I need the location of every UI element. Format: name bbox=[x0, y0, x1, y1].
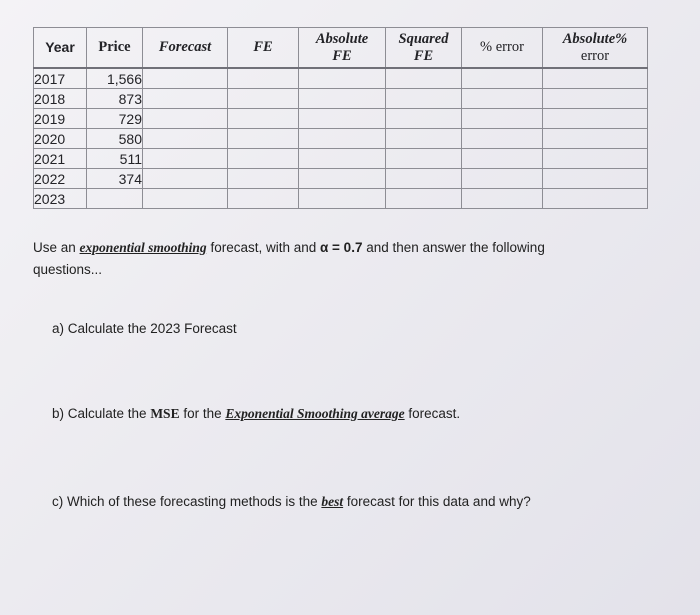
header-forecast: Forecast bbox=[143, 28, 228, 69]
sq-fe-cell[interactable] bbox=[386, 169, 462, 189]
table-row bbox=[34, 189, 648, 209]
abs-fe-cell[interactable] bbox=[299, 149, 386, 169]
header-percent-error: % error bbox=[462, 28, 543, 69]
question-b-prefix: b) Calculate the bbox=[52, 406, 151, 421]
question-b-mid: for the bbox=[179, 406, 226, 421]
table-header-row bbox=[34, 28, 648, 69]
pct-error-cell[interactable] bbox=[462, 68, 543, 89]
price-cell: 873 bbox=[87, 89, 143, 109]
abs-fe-cell[interactable] bbox=[299, 129, 386, 149]
price-cell: 511 bbox=[87, 149, 143, 169]
forecast-cell[interactable] bbox=[143, 189, 228, 209]
abs-pct-error-cell[interactable] bbox=[543, 129, 648, 149]
question-c bbox=[52, 494, 531, 510]
header-year: Year bbox=[34, 28, 87, 69]
year-cell: 2021 bbox=[34, 149, 87, 169]
abs-pct-error-cell[interactable] bbox=[543, 109, 648, 129]
instructions-emphasis: exponential smoothing bbox=[79, 240, 207, 255]
fe-cell[interactable] bbox=[228, 169, 299, 189]
sq-fe-cell[interactable] bbox=[386, 149, 462, 169]
table-row bbox=[34, 149, 648, 169]
sq-fe-cell[interactable] bbox=[386, 68, 462, 89]
abs-fe-cell[interactable] bbox=[299, 109, 386, 129]
pct-error-cell[interactable] bbox=[462, 149, 543, 169]
instructions-line2: questions... bbox=[33, 262, 103, 277]
pct-error-cell[interactable] bbox=[462, 89, 543, 109]
forecast-table bbox=[33, 27, 648, 209]
header-price: Price bbox=[87, 28, 143, 69]
pct-error-cell[interactable] bbox=[462, 109, 543, 129]
fe-cell[interactable] bbox=[228, 189, 299, 209]
fe-cell[interactable] bbox=[228, 89, 299, 109]
forecast-cell[interactable] bbox=[143, 149, 228, 169]
question-b-suffix: forecast. bbox=[404, 406, 461, 421]
year-cell: 2022 bbox=[34, 169, 87, 189]
header-abs-pct-line1: Absolute% bbox=[562, 30, 628, 47]
abs-pct-error-cell[interactable] bbox=[543, 149, 648, 169]
header-absolute-fe bbox=[299, 28, 386, 69]
instructions-suffix: and then answer the following bbox=[362, 240, 545, 255]
table-row bbox=[34, 89, 648, 109]
instructions-prefix: Use an bbox=[33, 240, 80, 255]
forecast-cell[interactable] bbox=[143, 129, 228, 149]
fe-cell[interactable] bbox=[228, 109, 299, 129]
year-cell: 2018 bbox=[34, 89, 87, 109]
price-cell: 729 bbox=[87, 109, 143, 129]
alpha-value: α = 0.7 bbox=[320, 240, 363, 255]
header-abs-pct-line2: error bbox=[580, 47, 610, 64]
abs-pct-error-cell[interactable] bbox=[543, 68, 648, 89]
forecast-cell[interactable] bbox=[143, 89, 228, 109]
header-fe: FE bbox=[228, 28, 299, 69]
header-squared-fe-line1: Squared bbox=[398, 30, 449, 47]
instructions-middle: forecast, with and bbox=[206, 240, 320, 255]
question-c-emphasis: best bbox=[321, 494, 344, 509]
instructions-paragraph bbox=[33, 237, 633, 281]
table-row bbox=[34, 68, 648, 89]
price-cell: 580 bbox=[87, 129, 143, 149]
question-a bbox=[52, 321, 237, 336]
pct-error-cell[interactable] bbox=[462, 129, 543, 149]
question-c-suffix: forecast for this data and why? bbox=[343, 494, 531, 509]
sq-fe-cell[interactable] bbox=[386, 109, 462, 129]
abs-fe-cell[interactable] bbox=[299, 169, 386, 189]
question-b bbox=[52, 406, 460, 422]
forecast-cell[interactable] bbox=[143, 68, 228, 89]
table-row bbox=[34, 169, 648, 189]
question-c-prefix: c) Which of these forecasting methods is the bbox=[52, 494, 322, 509]
price-cell: 1,566 bbox=[87, 68, 143, 89]
sq-fe-cell[interactable] bbox=[386, 189, 462, 209]
year-cell: 2023 bbox=[34, 189, 87, 209]
year-cell: 2017 bbox=[34, 68, 87, 89]
table-row bbox=[34, 129, 648, 149]
forecast-cell[interactable] bbox=[143, 109, 228, 129]
forecast-cell[interactable] bbox=[143, 169, 228, 189]
fe-cell[interactable] bbox=[228, 149, 299, 169]
abs-pct-error-cell[interactable] bbox=[543, 169, 648, 189]
header-absolute-fe-line2: FE bbox=[332, 47, 352, 64]
fe-cell[interactable] bbox=[228, 68, 299, 89]
abs-fe-cell[interactable] bbox=[299, 89, 386, 109]
sq-fe-cell[interactable] bbox=[386, 89, 462, 109]
question-b-emphasis: Exponential Smoothing average bbox=[225, 406, 405, 421]
abs-pct-error-cell[interactable] bbox=[543, 189, 648, 209]
question-b-mse: MSE bbox=[150, 406, 180, 421]
price-cell: 374 bbox=[87, 169, 143, 189]
pct-error-cell[interactable] bbox=[462, 189, 543, 209]
abs-fe-cell[interactable] bbox=[299, 68, 386, 89]
table-row bbox=[34, 109, 648, 129]
sq-fe-cell[interactable] bbox=[386, 129, 462, 149]
header-absolute-fe-line1: Absolute bbox=[315, 30, 369, 47]
year-cell: 2019 bbox=[34, 109, 87, 129]
price-cell bbox=[87, 189, 143, 209]
abs-fe-cell[interactable] bbox=[299, 189, 386, 209]
header-squared-fe-line2: FE bbox=[413, 47, 434, 64]
abs-pct-error-cell[interactable] bbox=[543, 89, 648, 109]
question-a-text: a) Calculate the 2023 Forecast bbox=[52, 321, 237, 336]
header-squared-fe bbox=[386, 28, 462, 69]
year-cell: 2020 bbox=[34, 129, 87, 149]
pct-error-cell[interactable] bbox=[462, 169, 543, 189]
header-absolute-percent-error bbox=[543, 28, 648, 69]
fe-cell[interactable] bbox=[228, 129, 299, 149]
